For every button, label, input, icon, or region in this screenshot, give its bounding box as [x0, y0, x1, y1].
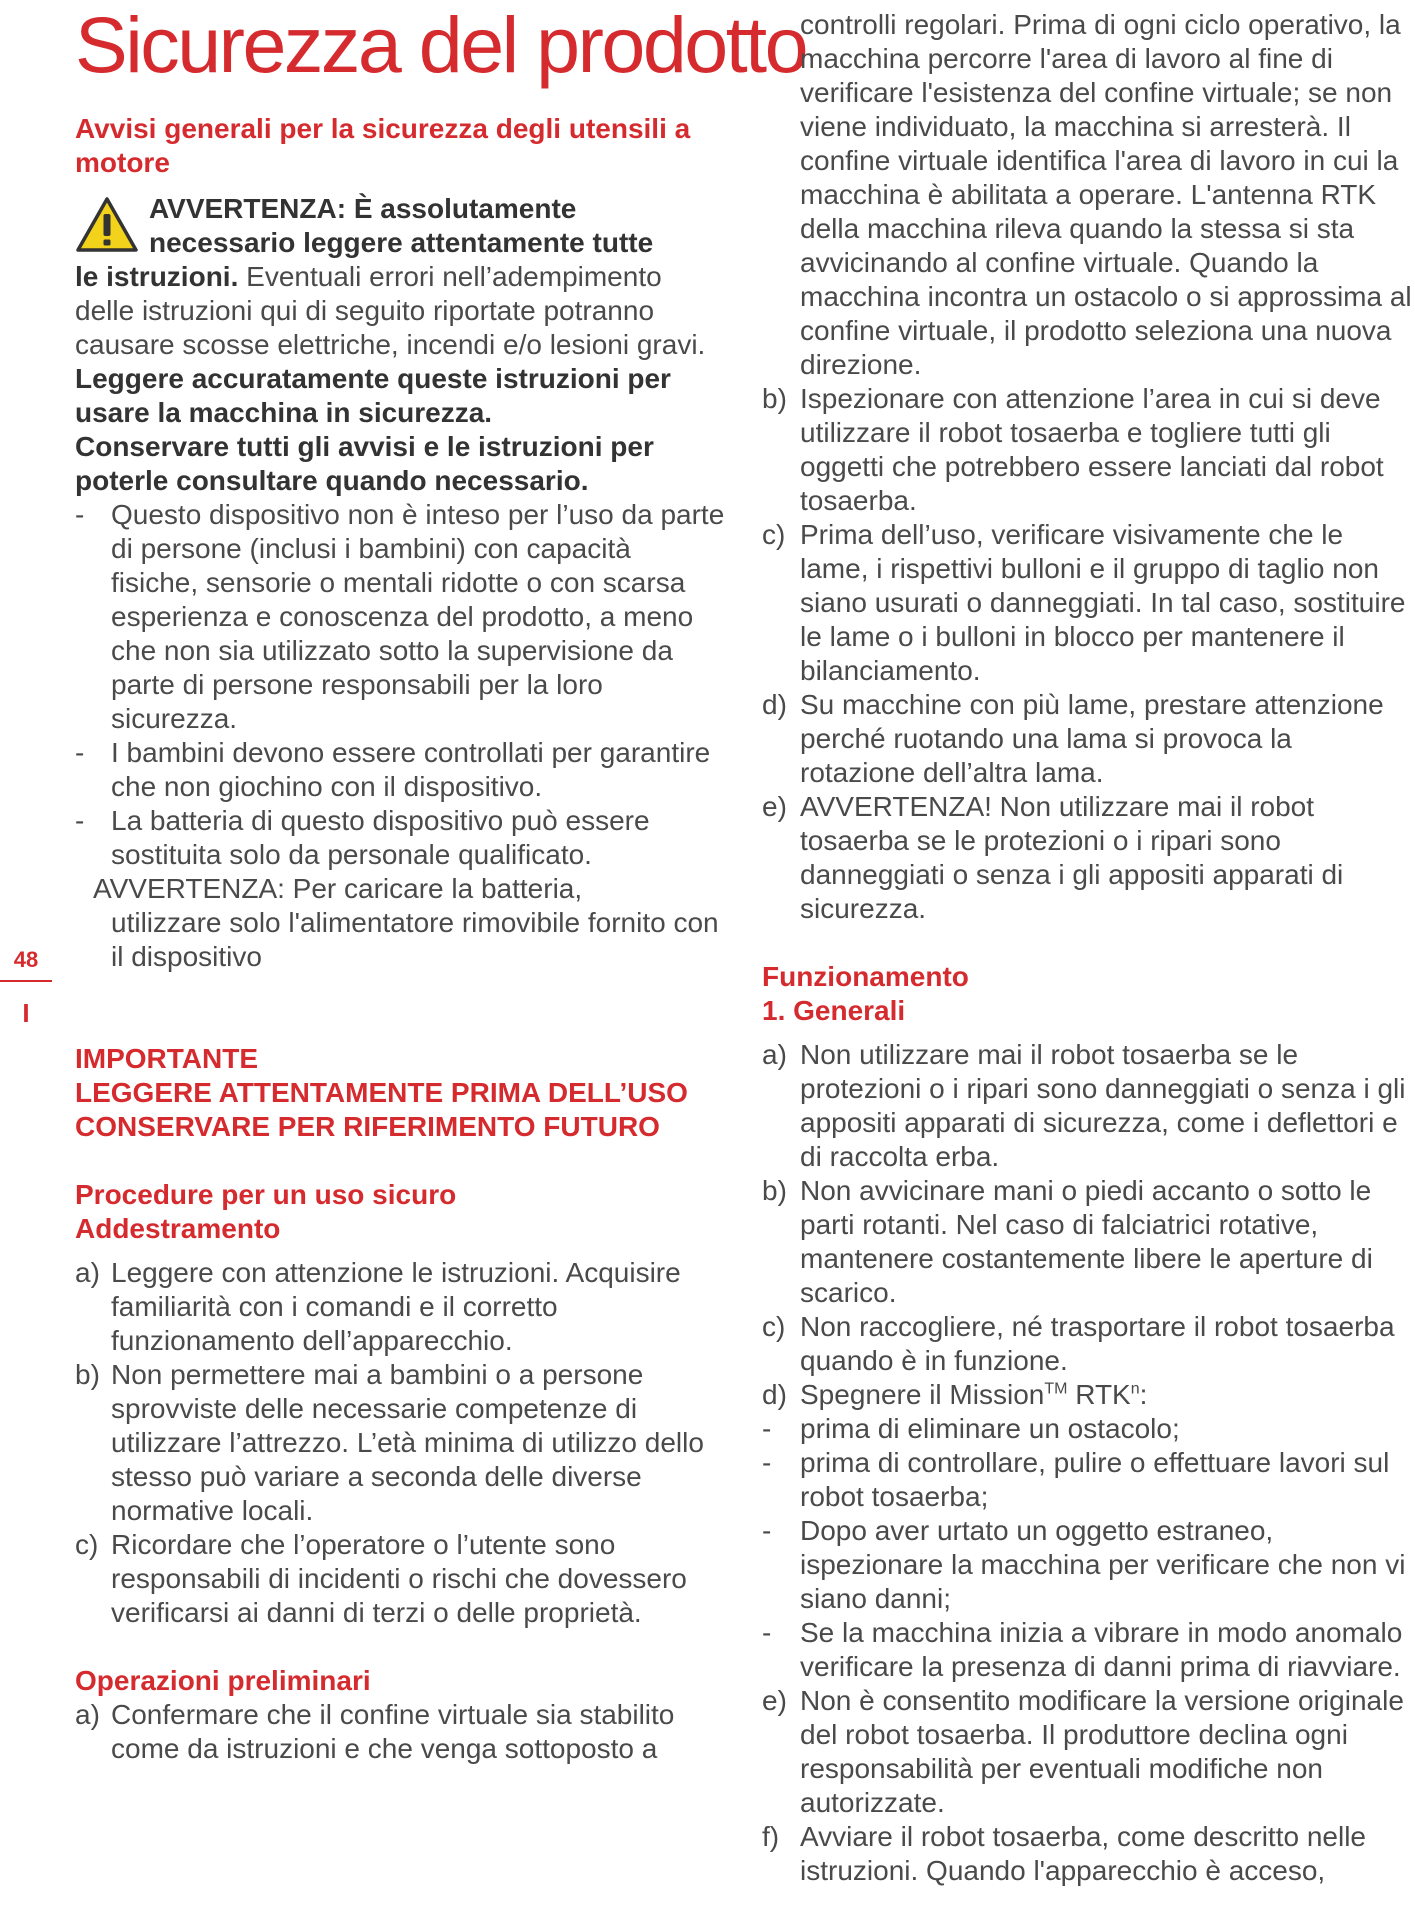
language-code: I: [22, 998, 30, 1028]
warning-text: [75, 260, 725, 362]
list-item: a) Leggere con attenzione le istruzioni. Acquisire familiarità con i comandi e il corretto funzionamento dell’apparecchio.: [75, 1257, 681, 1356]
list-item: - prima di controllare, pulire o effettuare lavori sul robot tosaerba;: [762, 1447, 1390, 1512]
list-item: a) Confermare che il confine virtuale sia stabilito come da istruzioni e che venga sottoposto a: [75, 1699, 675, 1764]
left-column: [75, 0, 807, 1766]
battery-warning-rest: utilizzare solo l'alimentatore rimovibile fornito con il dispositivo: [111, 907, 719, 972]
read-before-use: LEGGERE ATTENTAMENTE PRIMA DELL’USO: [75, 1077, 688, 1108]
list-item: - La batteria di questo dispositivo può essere sostituita solo da personale qualificato.: [75, 805, 650, 870]
important-block: [75, 1042, 725, 1144]
battery-warning: [75, 872, 725, 974]
page-number: 48: [0, 946, 52, 982]
keep-warnings-notice: Conservare tutti gli avvisi e le istruzioni per poterle consultare quando necessario.: [75, 431, 654, 496]
general-safety-heading: Avvisi generali per la sicurezza degli utensili a motore: [75, 113, 691, 178]
warning-title-end: le istruzioni.: [75, 261, 239, 292]
important-heading: IMPORTANTE: [75, 1043, 259, 1074]
operation-heading: Funzionamento: [762, 961, 969, 992]
list-item: d) Spegnere il Mission™ RTK$^n$:: [762, 1379, 1148, 1410]
training-list: [75, 1256, 725, 1630]
list-item: a) Non utilizzare mai il robot tosaerba se le protezioni o i ripari sono danneggiati o senza i gli appositi apparati di sicurezza, come i deflettori e di raccolta erba.: [762, 1039, 1406, 1172]
preliminary-heading: Operazioni preliminari: [75, 1665, 371, 1696]
dash-list: [75, 498, 725, 872]
list-item: e) Non è consentito modificare la versione originale del robot tosaerba. Il produttore declina ogni responsabilità per eventuali modifiche non autorizzate.: [762, 1685, 1404, 1818]
preliminary-list: [762, 382, 1412, 926]
warning-body: Eventuali errori nell’adempimento delle istruzioni qui di seguito riportate potranno causare scosse elettriche, incendi e/o lesioni gravi.: [75, 261, 706, 360]
list-item: - Questo dispositivo non è inteso per l’uso da parte di persone (inclusi i bambini) con capacità fisiche, sensorie o mentali ridotte o con scarsa esperienza e conoscenza del prodotto, a meno che non sia utilizzato sotto la supervisione da parte di persone responsabili per la loro sicurezza.: [75, 499, 725, 734]
list-item: - Dopo aver urtato un oggetto estraneo, ispezionare la macchina per verificare che non vi siano danni;: [762, 1515, 1406, 1614]
list-item: - Se la macchina inizia a vibrare in modo anomalo verificare la presenza di danni prima di riavviare.: [762, 1617, 1403, 1682]
read-carefully-notice: Leggere accuratamente queste istruzioni per usare la macchina in sicurezza.: [75, 363, 671, 428]
warning-triangle-icon: [75, 196, 139, 254]
warning-title: AVVERTENZA: È assolutamente necessario leggere attentamente tutte: [149, 193, 654, 258]
list-item: b) Non avvicinare mani o piedi accanto o sotto le parti rotanti. Nel caso di falciatrici rotative, mantenere costantemente libere le aperture di scarico.: [762, 1175, 1373, 1308]
page-title: Sicurezza del prodotto: [75, 0, 807, 89]
training-heading: Addestramento: [75, 1213, 281, 1244]
list-item: c) Prima dell’uso, verificare visivamente che le lame, i rispettivi bulloni e il gruppo di taglio non siano usurati o danneggiati. In tal caso, sostituire le lame o i bulloni in blocco per mantenere il bilanciamento.: [762, 519, 1406, 686]
operation-list: [762, 1038, 1412, 1888]
list-item: d) Su macchine con più lame, prestare attenzione perché ruotando una lama si provoca la rotazione dell’altra lama.: [762, 689, 1384, 788]
list-item: f) Avviare il robot tosaerba, come descritto nelle istruzioni. Quando l'apparecchio è acceso,: [762, 1821, 1366, 1886]
keep-for-reference: CONSERVARE PER RIFERIMENTO FUTURO: [75, 1111, 660, 1142]
list-item: c) Ricordare che l’operatore o l’utente sono responsabili di incidenti o rischi che dovessero verificarsi ai danni di terzi o delle proprietà.: [75, 1529, 687, 1628]
continuation-text: controlli regolari. Prima di ogni ciclo operativo, la macchina percorre l'area di lavoro al fine di verificare l'esistenza del confine virtuale; se non viene individuato, la macchina si arresterà. Il confine virtuale identifica l'area di lavoro in cui la macchina è abilitata a operare. L'antenna RTK della macchina rileva quando la stessa si sta avvicinando al confine virtuale. Quando la macchina incontra un ostacolo o si approssima al confine virtuale, il prodotto seleziona una nuova direzione.: [800, 9, 1412, 380]
battery-warning-first: AVVERTENZA: Per caricare la batteria,: [93, 873, 583, 904]
list-item: b) Ispezionare con attenzione l’area in cui si deve utilizzare il robot tosaerba e togliere tutti gli oggetti che potrebbero essere lanciati dal robot tosaerba.: [762, 383, 1384, 516]
list-item: - I bambini devono essere controllati per garantire che non giochino con il dispositivo.: [75, 737, 711, 802]
general-heading: 1. Generali: [762, 995, 906, 1026]
list-item: e) AVVERTENZA! Non utilizzare mai il robot tosaerba se le protezioni o i ripari sono danneggiati o senza i gli appositi apparati di sicurezza.: [762, 791, 1344, 924]
list-item: b) Non permettere mai a bambini o a persone sprovviste delle necessarie competenze di utilizzare l’attrezzo. L’età minima di utilizzo dello stesso può variare a seconda delle diverse normative locali.: [75, 1359, 704, 1526]
list-item: c) Non raccogliere, né trasportare il robot tosaerba quando è in funzione.: [762, 1311, 1395, 1376]
list-item: - prima di eliminare un ostacolo;: [762, 1413, 1180, 1444]
procedures-heading: Procedure per un uso sicuro: [75, 1179, 457, 1210]
warning-block: [75, 192, 725, 362]
right-column: [762, 8, 1412, 1888]
